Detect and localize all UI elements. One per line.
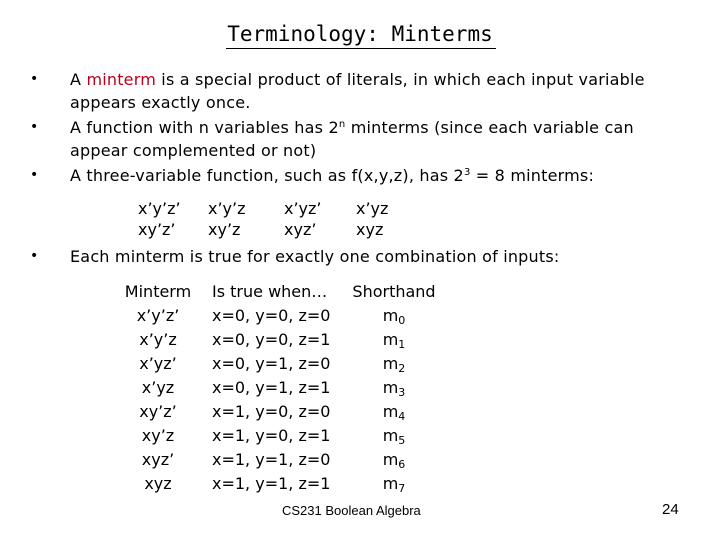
minterm-grid-cell: x’yz [356,199,389,218]
title-underline [226,48,496,49]
bullet-marker: • [30,167,39,183]
shorthand-subscript: 4 [398,410,406,423]
shorthand-letter: m [382,450,399,469]
table-cell: x=1, y=0, z=1 [212,426,331,445]
bullet-3-superscript: 3 [463,167,471,178]
table-header-minterm: Minterm [124,282,192,301]
shorthand-letter: m [382,354,399,373]
minterm-grid-cell: xy’z [208,220,241,239]
table-cell [348,448,440,472]
shorthand-subscript: 6 [398,458,406,471]
shorthand-letter: m [382,330,399,349]
shorthand-subscript: 5 [398,434,406,447]
table-cell: x=1, y=0, z=0 [212,402,331,421]
bullet-4-line-1: Each minterm is true for exactly one combination of inputs: [70,247,560,266]
shorthand-subscript: 3 [398,386,406,399]
table-column-condition [212,280,342,496]
table-cell: x’y’z’ [136,306,180,325]
table-column-minterm [118,280,198,496]
minterm-grid-cell: xyz’ [284,220,317,239]
minterm-grid-cell: x’y’z’ [138,199,181,218]
bullet-marker: • [30,248,39,264]
table-cell [348,328,440,352]
table-cell [348,400,440,424]
bullet-marker: • [30,71,39,87]
table-cell: x=1, y=1, z=0 [212,450,331,469]
shorthand-letter: m [382,474,399,493]
table-column-shorthand [348,280,440,496]
table-cell: x=0, y=0, z=1 [212,330,331,349]
table-header-shorthand: Shorthand [352,282,436,301]
shorthand-subscript: 1 [398,338,406,351]
table-cell: xy’z’ [139,402,177,421]
table-cell: x’yz’ [139,354,177,373]
table-cell [348,304,440,328]
shorthand-subscript: 7 [398,482,406,495]
shorthand-letter: m [382,426,399,445]
table-cell: x’y’z [139,330,177,349]
table-cell [348,472,440,496]
minterm-grid-cell: x’y’z [208,199,246,218]
slide-footer: CS231 Boolean Algebra [282,503,421,518]
bullet-3-text-b: = 8 minterms: [470,166,595,185]
minterm-highlight: minterm [86,70,157,89]
shorthand-letter: m [382,306,399,325]
table-cell: xyz’ [141,450,175,469]
bullet-2-superscript: n [338,119,346,130]
minterm-grid-cell: x’yz’ [284,199,322,218]
table-cell [348,352,440,376]
bullet-1-line-1 [70,70,645,89]
bullet-2-line-1 [70,118,634,137]
table-cell: x’yz [141,378,175,397]
table-cell [348,424,440,448]
table-cell: xy’z [141,426,175,445]
slide-title: Terminology: Minterms [227,22,493,46]
bullet-2-text-b: minterms (since each variable can [345,118,634,137]
bullet-2-text-a: A function with n variables has 2 [70,118,339,137]
table-cell: xyz [144,474,172,493]
bullet-marker: • [30,119,39,135]
bullet-2-line-2: appear complemented or not) [70,141,317,160]
table-header-condition: Is true when… [212,282,328,301]
page-number: 24 [662,501,679,518]
bullet-1-text-a: A [70,70,87,89]
shorthand-subscript: 0 [398,314,406,327]
shorthand-subscript: 2 [398,362,406,375]
table-cell: x=0, y=1, z=0 [212,354,331,373]
bullet-3-line-1 [70,166,594,185]
bullet-1-line-2: appears exactly once. [70,93,251,112]
bullet-1-text-b: is a special product of literals, in which each input variable [156,70,645,89]
table-cell [348,376,440,400]
shorthand-letter: m [382,402,399,421]
minterm-grid-cell: xyz [356,220,384,239]
table-cell: x=0, y=0, z=0 [212,306,331,325]
table-cell: x=1, y=1, z=1 [212,474,331,493]
table-cell: x=0, y=1, z=1 [212,378,331,397]
shorthand-letter: m [382,378,399,397]
bullet-3-text-a: A three-variable function, such as f(x,y,z), has 2 [70,166,464,185]
minterm-grid-cell: xy’z’ [138,220,176,239]
